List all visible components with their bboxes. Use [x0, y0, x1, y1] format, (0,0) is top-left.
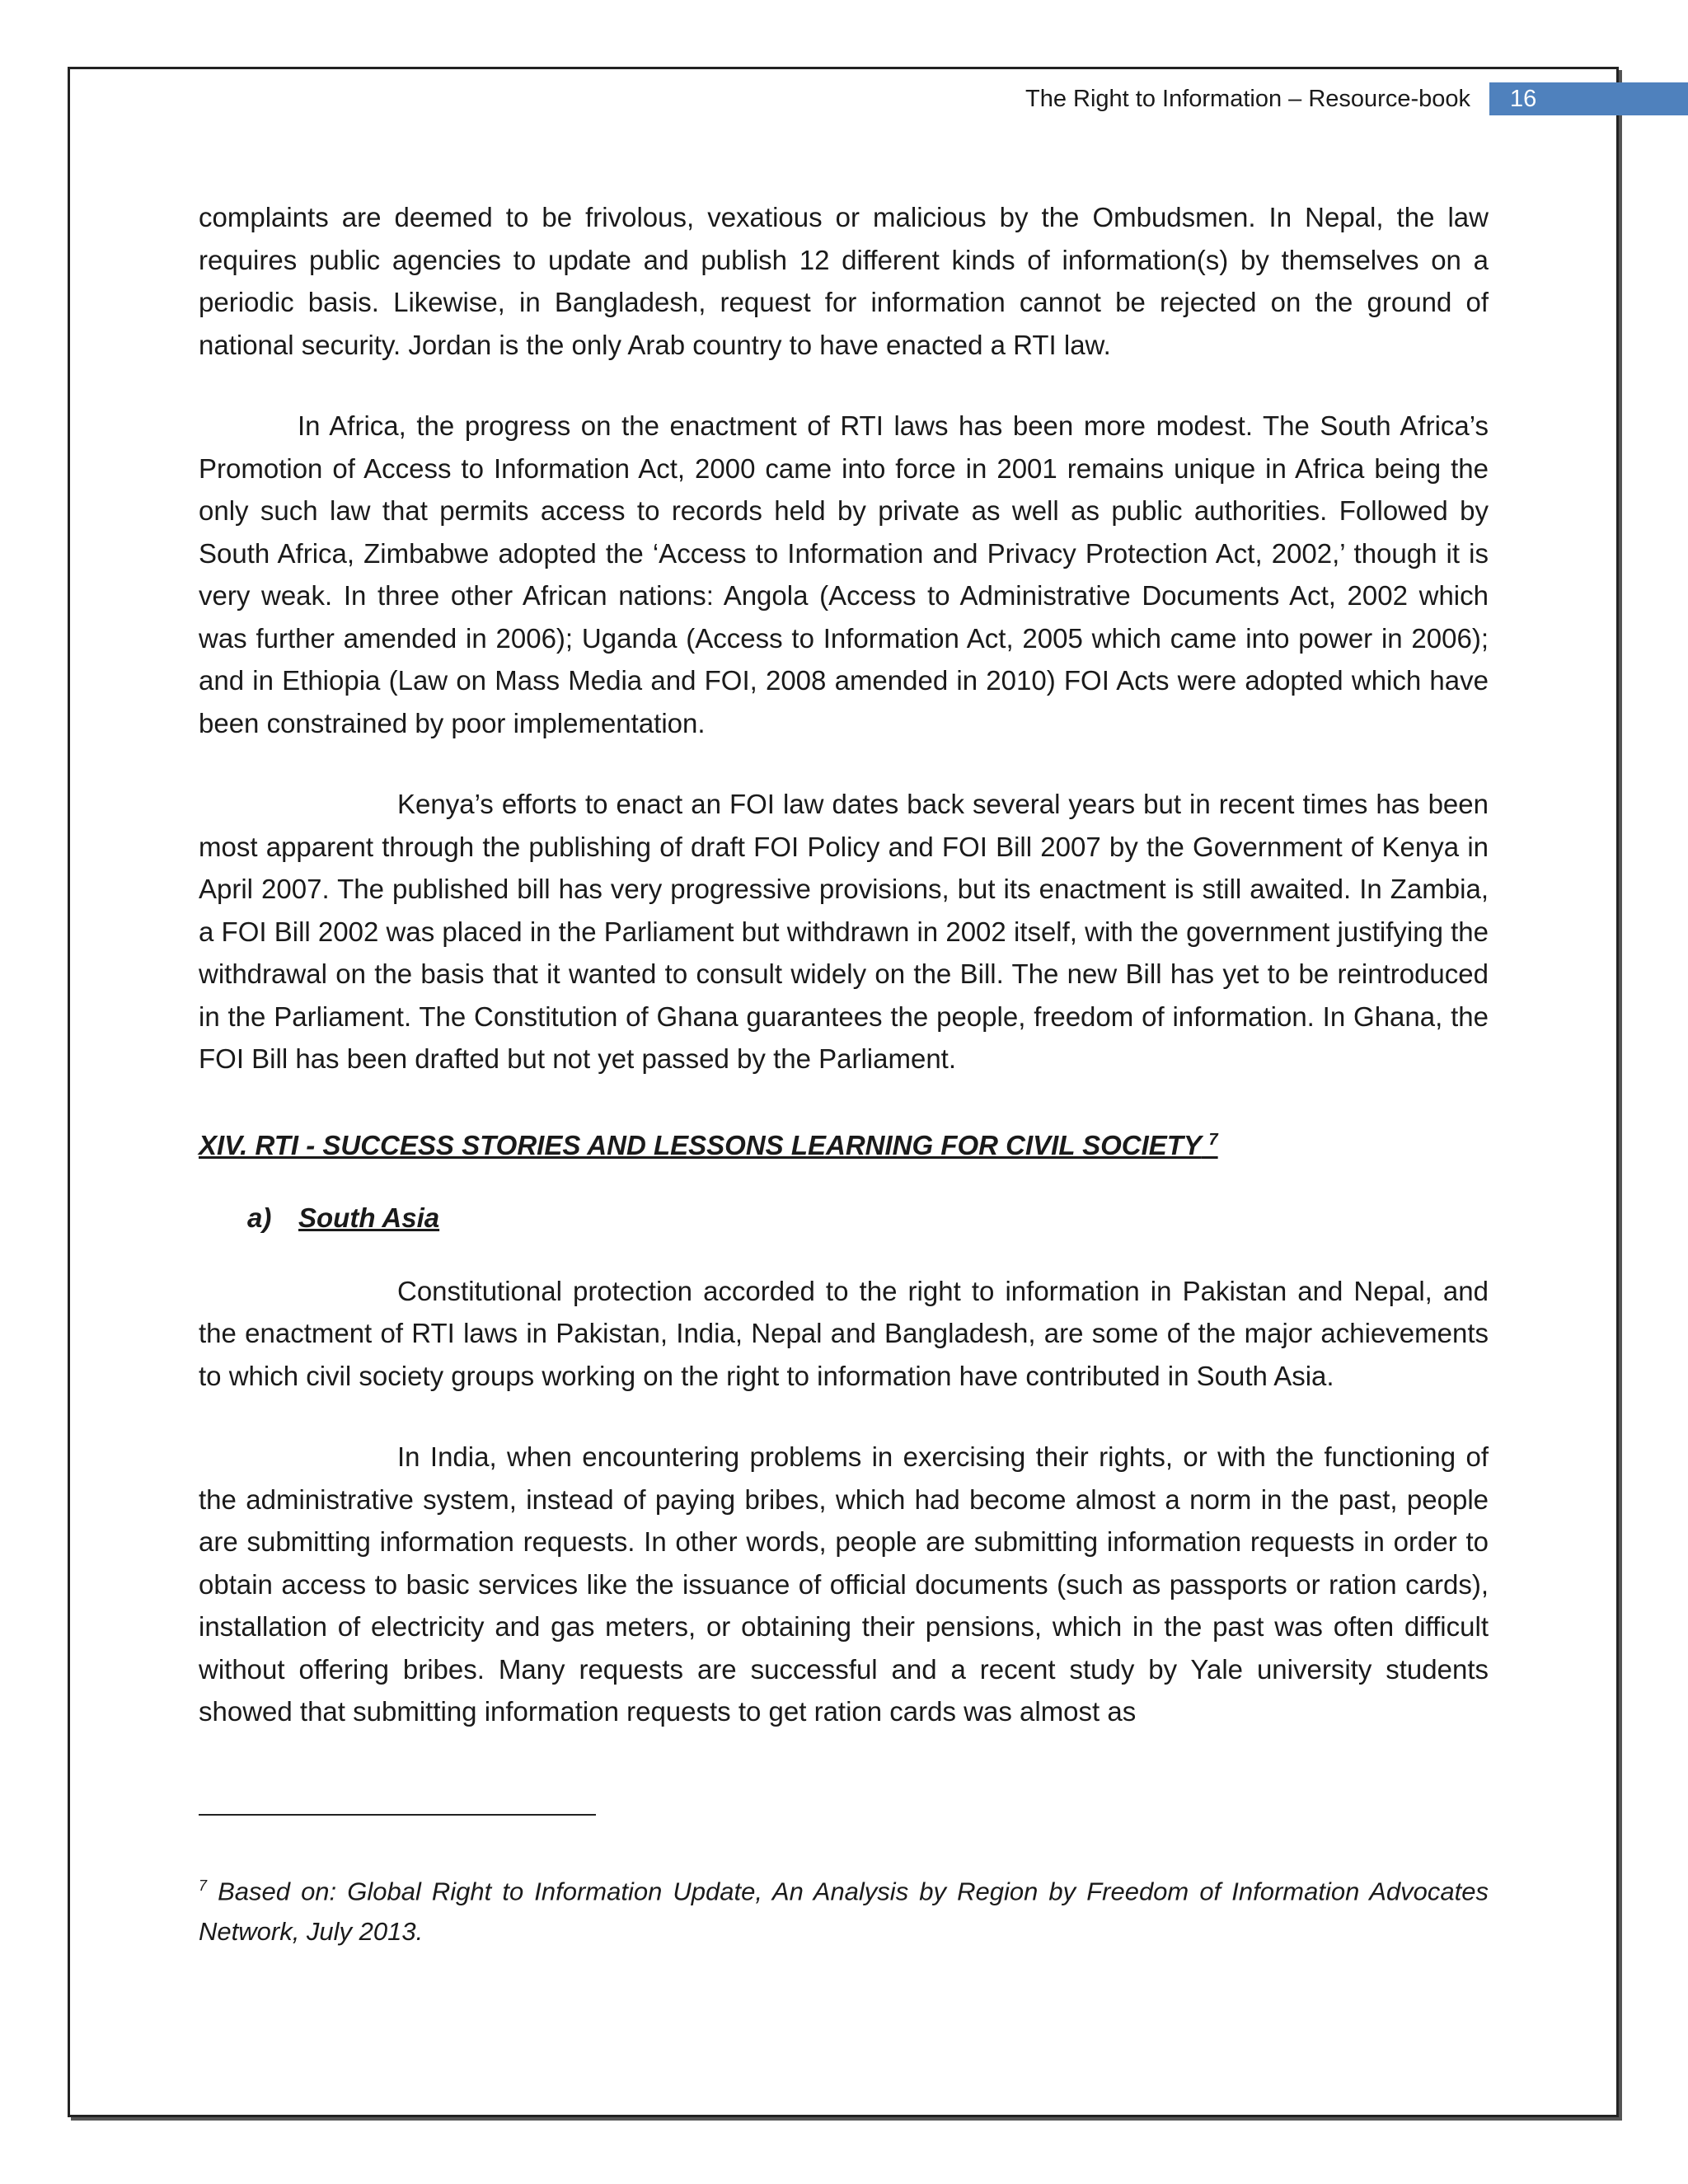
body-paragraph: Constitutional protection accorded to the right to information in Pakistan and Nepal, and the enactment of RTI laws in Pakistan, India, Nepal and Bangladesh, are some of the major achievements to which civil society groups working on the right to information have contributed in South Asia.: [199, 1275, 1489, 1391]
body-paragraph: In Africa, the progress on the enactment of RTI laws has been more modest. The South Africa’s Promotion of Access to Information Act, 2000 came into force in 2001 remains unique in Africa being the only such law that permits access to records held by private as well as public authorities. Followed by South Africa, Zimbabwe adopted the ‘Access to Information and Privacy Protection Act, 2002,’ though it is very weak. In three other African nations: Angola (Access to Administrative Documents Act, 2002 which was further amended in 2006); Uganda (Access to Information Act, 2005 which came into power in 2006); and in Ethiopia (Law on Mass Media and FOI, 2008 amended in 2010) FOI Acts were adopted which have been constrained by poor implementation.: [199, 410, 1489, 738]
footnote-text: Based on: Global Right to Information Update, An Analysis by Region by Freedom of Information Advocates Network, July 2013.: [199, 1877, 1489, 1947]
footnote-separator: [199, 1814, 596, 1816]
footnote: [199, 1866, 1489, 1952]
section-heading-text: XIV. RTI - SUCCESS STORIES AND LESSONS LEARNING FOR CIVIL SOCIETY: [199, 1129, 1202, 1160]
page-number: 16: [1489, 82, 1688, 115]
body-paragraph: complaints are deemed to be frivolous, vexatious or malicious by the Ombudsmen. In Nepal, the law requires public agencies to update and publish 12 different kinds of information(s) by themselves on a periodic basis. Likewise, in Bangladesh, request for information cannot be rejected on the ground of national security. Jordan is the only Arab country to have enacted a RTI law.: [199, 202, 1489, 360]
subheading: [199, 1197, 1489, 1240]
running-header-title: The Right to Information – Resource-book: [1025, 86, 1470, 112]
page-content: [199, 196, 1489, 1733]
subheading-title: South Asia: [298, 1202, 440, 1233]
footnote-reference: 7: [1208, 1130, 1218, 1149]
body-paragraph: In India, when encountering problems in exercising their rights, or with the functioning of the administrative system, instead of paying bribes, which had become almost a norm in the past, people are submitting information requests. In other words, people are submitting information requests in order to obtain access to basic services like the issuance of official documents (such as passports or ration cards), installation of electricity and gas meters, or obtaining their pensions, which in the past was often difficult without offering bribes. Many requests are successful and a recent study by Yale university students showed that submitting information requests to get ration cards was almost as: [199, 1441, 1489, 1727]
subheading-letter: a): [247, 1202, 272, 1233]
section-heading: [199, 1119, 1489, 1167]
body-paragraph: Kenya’s efforts to enact an FOI law dates back several years but in recent times has been most apparent through the publishing of draft FOI Policy and FOI Bill 2007 by the Government of Kenya in April 2007. The published bill has very progressive provisions, but its enactment is still awaited. In Zambia, a FOI Bill 2002 was placed in the Parliament but withdrawn in 2002 itself, with the government justifying the withdrawal on the basis that it wanted to consult widely on the Bill. The new Bill has yet to be reintroduced in the Parliament. The Constitution of Ghana guarantees the people, freedom of information. In Ghana, the FOI Bill has been drafted but not yet passed by the Parliament.: [199, 789, 1489, 1074]
footnote-marker: 7: [199, 1877, 208, 1894]
